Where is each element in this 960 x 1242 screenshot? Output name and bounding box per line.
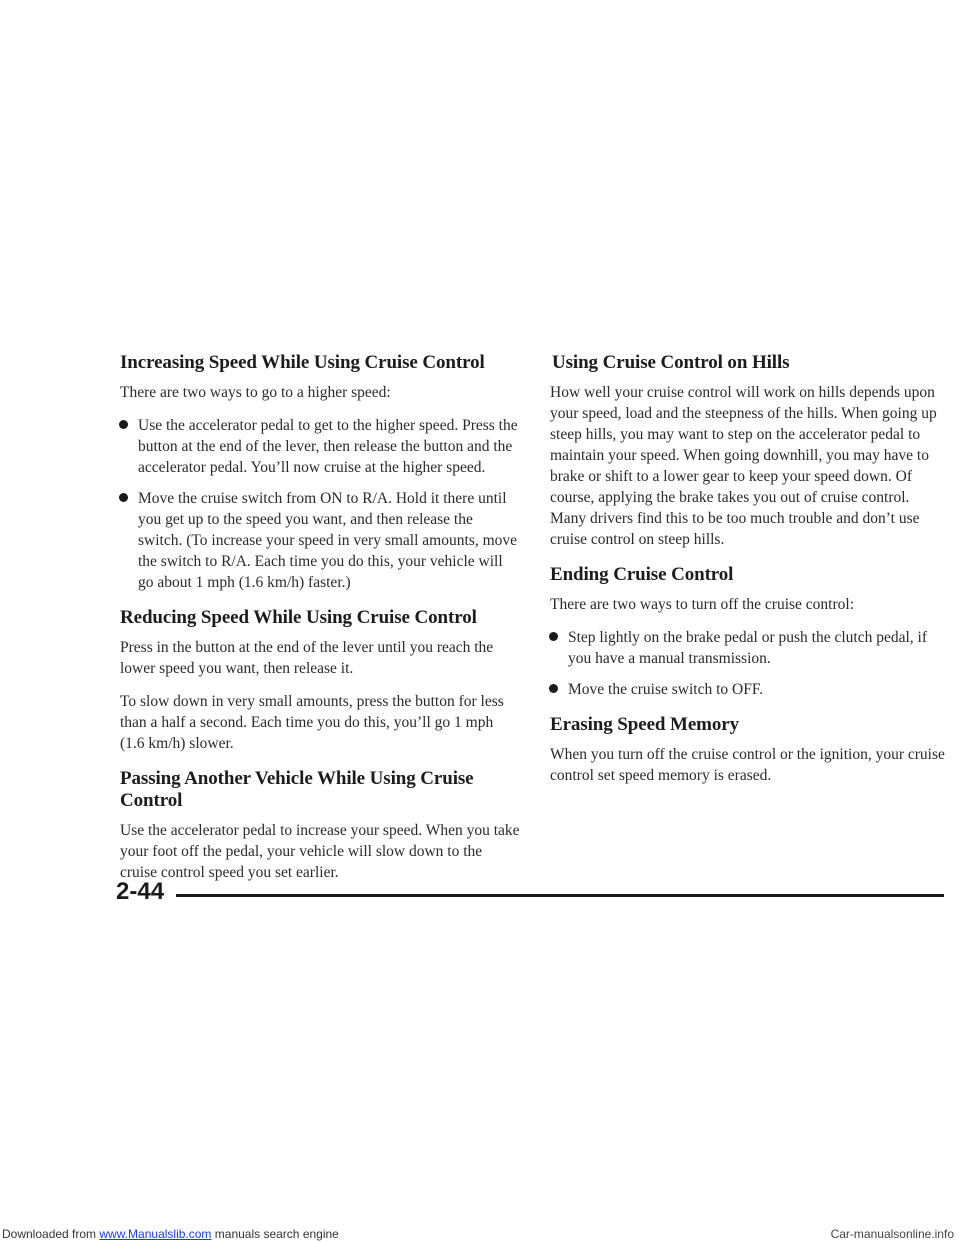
page-number: 2-44 (116, 878, 165, 905)
left-column (120, 352, 520, 897)
section-intro: There are two ways to go to a higher speed: (120, 384, 391, 401)
section-heading: Erasing Speed Memory (550, 714, 740, 735)
bullet-icon (549, 632, 558, 641)
list-item: Use the accelerator pedal to get to the higher speed. Press the button at the end of the lever, then release the button and the accelerator pedal. You’ll now cruise at the higher speed. (120, 415, 520, 478)
list-item: Step lightly on the brake pedal or push the clutch pedal, if you have a manual transmission. (550, 627, 945, 669)
paragraph: When you turn off the cruise control or the ignition, your cruise control set speed memory is erased. (550, 746, 945, 784)
manualslib-link[interactable]: www.Manualslib.com (99, 1227, 212, 1241)
bullet-icon (119, 493, 128, 502)
paragraph: To slow down in very small amounts, press the button for less than a half a second. Each time you do this, you’ll go 1 mph (1.6 km/h) slower. (120, 693, 504, 752)
paragraph: How well your cruise control will work on hills depends upon your speed, load and the steepness of the hills. When going up steep hills, you may want to step on the accelerator pedal to maintain your speed. When going downhill, you may have to brake or shift to a lower gear to keep your speed down. Of course, applying the brake takes you out of cruise control. Many drivers find this to be too much trouble and don’t use cruise control on steep hills. (550, 384, 937, 548)
section-reducing-speed (120, 607, 520, 754)
section-heading: Using Cruise Control on Hills (552, 352, 790, 373)
bullet-list (550, 627, 945, 700)
section-heading: Passing Another Vehicle While Using Cruise Control (120, 768, 474, 811)
section-passing-vehicle (120, 768, 520, 883)
section-heading: Reducing Speed While Using Cruise Control (120, 607, 477, 628)
paragraph: Use the accelerator pedal to increase your speed. When you take your foot off the pedal, your vehicle will slow down to the cruise control speed you set earlier. (120, 822, 520, 881)
section-ending-cruise (550, 564, 945, 700)
right-column (550, 352, 945, 800)
section-increasing-speed (120, 352, 520, 593)
bullet-icon (119, 420, 128, 429)
list-item: Move the cruise switch to OFF. (550, 679, 945, 700)
footer-rule (176, 894, 944, 897)
bullet-icon (549, 684, 558, 693)
bullet-list (120, 415, 520, 593)
section-intro: There are two ways to turn off the cruise control: (550, 596, 855, 613)
list-item: Move the cruise switch from ON to R/A. Hold it there until you get up to the speed you want, and then release the switch. (To increase your speed in very small amounts, move the switch to R/A. Each time you do this, your vehicle will go about 1 mph (1.6 km/h) faster.) (120, 488, 520, 593)
download-footer (0, 1226, 960, 1242)
paragraph: Press in the button at the end of the lever until you reach the lower speed you want, then release it. (120, 639, 494, 677)
section-erasing-memory (550, 714, 945, 786)
download-footer-text: Downloaded from www.Manualslib.com manuals search engine (2, 1227, 339, 1241)
section-heading: Ending Cruise Control (550, 564, 734, 585)
section-cruise-on-hills (550, 352, 945, 550)
section-heading: Increasing Speed While Using Cruise Control (120, 352, 485, 373)
watermark-text: Car-manualsonline.info (830, 1227, 954, 1241)
